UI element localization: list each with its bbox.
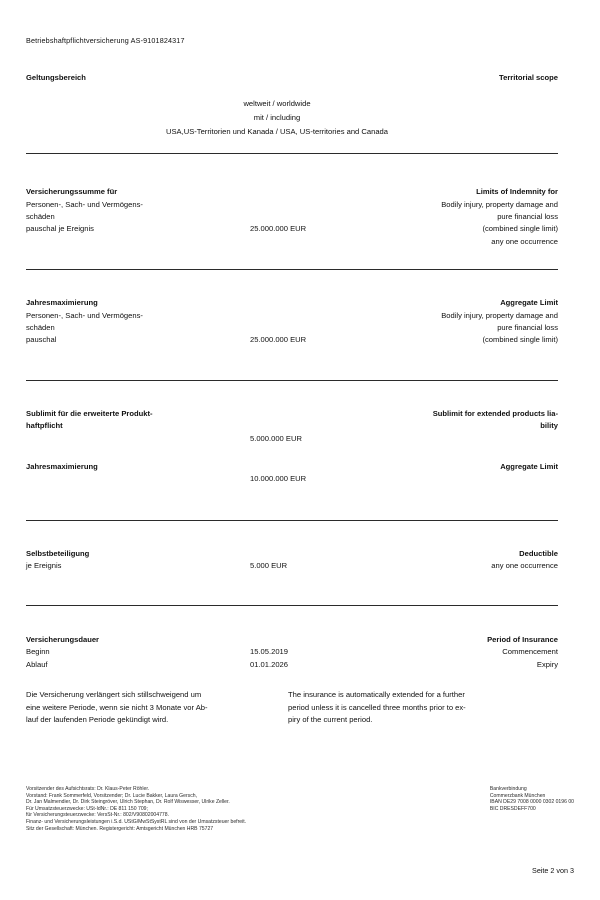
limits-en-line-4: (combined single limit): [482, 224, 558, 234]
period-begin-label-en: Commencement: [502, 647, 558, 657]
period-end-label-en: Expiry: [536, 659, 558, 669]
sublimit-label-de-line-1: Sublimit für die erweiterte Produkt-: [26, 408, 153, 418]
limits-amount: 25.000.000 EUR: [250, 224, 307, 234]
footer-left-line-2: Vorstand: Frank Sommerfeld, Vorsitzender; Dr. Lucie Bakker, Laura Gersch,: [26, 792, 197, 799]
aggregate-row-3: [26, 322, 558, 334]
aggregate-en-line-3: pure financial loss: [497, 323, 558, 333]
document-header: Betriebshaftpflichtversicherung AS-9101824317: [26, 36, 185, 45]
divider-after-sublimit: [26, 520, 558, 521]
aggregate-label-de: Jahresmaximierung: [26, 298, 98, 308]
footer-right-line-2: Commerzbank München: [489, 792, 546, 799]
footer-bank-details: [490, 786, 574, 812]
aggregate-amount: 25.000.000 EUR: [250, 335, 307, 345]
footer-left-line-7: Sitz der Gesellschaft: München. Registergericht: Amtsgericht München HRB 75727: [26, 825, 214, 832]
sublimit-label-en-line-1: Sublimit for extended products lia-: [432, 408, 558, 418]
deductible-row-1: [26, 548, 558, 560]
deductible-label-en: Deductible: [519, 548, 558, 558]
sublimit-aggregate-label-en: Aggregate Limit: [500, 462, 558, 472]
period-label-en: Period of Insurance: [487, 634, 558, 644]
sublimit-aggregate-row-1: [26, 461, 558, 473]
sublimit-row-1: [26, 408, 558, 420]
period-note-en: [288, 689, 558, 727]
aggregate-row-2: [26, 310, 558, 322]
divider-after-scope: [26, 153, 558, 154]
footer-company-details: [26, 786, 326, 832]
sublimit-aggregate-row-2: [26, 473, 558, 485]
deductible-amount: 5.000 EUR: [250, 561, 288, 571]
scope-heading-row: [26, 72, 558, 84]
page-number: Seite 2 von 3: [532, 866, 574, 875]
sublimit-row-2: [26, 420, 558, 432]
aggregate-de-line-3: schäden: [26, 323, 55, 333]
limits-en-line-5: any one occurrence: [491, 236, 558, 246]
aggregate-row-4: [26, 334, 558, 346]
limits-row-4: [26, 223, 558, 235]
aggregate-row-1: [26, 297, 558, 309]
aggregate-label-en: Aggregate Limit: [500, 298, 558, 308]
period-note-en-line-1: The insurance is automatically extended for a further: [288, 689, 465, 699]
section-sublimit: [26, 408, 558, 521]
section-period-of-insurance: [26, 634, 558, 727]
period-begin-date: 15.05.2019: [250, 647, 289, 657]
footer-right-line-3: IBAN DE29 7008 0000 0302 0196 00: [489, 799, 574, 806]
deductible-en-line-2: any one occurrence: [491, 561, 558, 571]
period-end-date: 01.01.2026: [250, 659, 289, 669]
limits-label-de: Versicherungssumme für: [26, 187, 118, 197]
period-begin-label-de: Beginn: [26, 647, 50, 657]
period-row-begin: [26, 646, 558, 658]
aggregate-de-line-2: Personen-, Sach- und Vermögens-: [26, 310, 143, 320]
footer-right-line-4: BIC DRESDEFF700: [489, 805, 536, 812]
aggregate-en-line-2: Bodily injury, property damage and: [441, 310, 558, 320]
scope-line-2: mit / including: [253, 113, 301, 122]
scope-line-1: weltweit / worldwide: [243, 99, 311, 109]
period-note-en-line-2: period unless it is cancelled three months prior to ex-: [288, 702, 466, 712]
divider-after-deductible: [26, 605, 558, 606]
limits-label-en: Limits of Indemnity for: [476, 187, 558, 197]
period-note-de-line-2: eine weitere Periode, wenn sie nicht 3 Monate vor Ab-: [26, 702, 208, 712]
scope-line-3: USA,US-Territorien und Kanada / USA, US-territories and Canada: [165, 126, 388, 136]
footer-left-line-4: Für Umsatzsteuerzwecke: USt-IdNr.: DE 811 150 709;: [26, 805, 148, 812]
limits-row-2: [26, 199, 558, 211]
footer-left-line-1: Vorsitzender des Aufsichtsrats: Dr. Klaus-Peter Röhler.: [26, 786, 150, 792]
deductible-row-2: [26, 560, 558, 572]
period-row-end: [26, 659, 558, 671]
sublimit-amount: 5.000.000 EUR: [250, 433, 302, 443]
divider-after-aggregate: [26, 380, 558, 381]
footer-left-line-3: Dr. Jan Malmendier, Dr. Dirk Steingröver, Ulrich Stephan, Dr. Rolf Wiswesser, Ulrike Zeller.: [26, 799, 230, 806]
section-limits-of-indemnity: [26, 186, 558, 270]
period-note-de-line-1: Die Versicherung verlängert sich stillschweigend um: [26, 689, 202, 699]
section-territorial-scope: [26, 72, 558, 154]
limits-de-line-2: Personen-, Sach- und Vermögens-: [26, 199, 143, 209]
footer-right-line-1: Bankverbindung: [489, 786, 527, 792]
limits-row-5: [26, 236, 558, 248]
deductible-label-de: Selbstbeteiligung: [26, 548, 90, 558]
sublimit-label-en-line-2: bility: [540, 421, 558, 431]
limits-de-line-4: pauschal je Ereignis: [26, 224, 94, 234]
limits-en-line-3: pure financial loss: [497, 212, 558, 221]
period-end-label-de: Ablauf: [26, 659, 48, 669]
period-label-de: Versicherungsdauer: [26, 634, 100, 644]
period-note-de: [26, 689, 288, 727]
sublimit-aggregate-amount: 10.000.000 EUR: [250, 474, 307, 484]
scope-label-en: Territorial scope: [499, 73, 558, 82]
period-row-1: [26, 634, 558, 646]
limits-row-3: [26, 211, 558, 223]
divider-after-limits: [26, 269, 558, 270]
document-body: [26, 0, 558, 727]
limits-de-line-3: schäden: [26, 212, 55, 221]
period-renewal-note: [26, 689, 558, 727]
aggregate-de-line-4: pauschal: [26, 335, 57, 345]
page-footer: [26, 786, 574, 832]
deductible-de-line-2: je Ereignis: [26, 561, 62, 571]
scope-values: [26, 97, 558, 138]
aggregate-en-line-4: (combined single limit): [482, 335, 558, 345]
sublimit-row-3: [26, 433, 558, 445]
footer-left-line-5: für Versicherungsteuerzwecke: VersSt-Nr.: 802/V90802004778.: [26, 812, 169, 819]
limits-en-line-2: Bodily injury, property damage and: [441, 199, 558, 209]
period-note-de-line-3: lauf der laufenden Periode gekündigt wird.: [26, 715, 169, 725]
sublimit-label-de-line-2: haftpflicht: [26, 421, 63, 431]
period-note-en-line-3: piry of the current period.: [288, 715, 373, 725]
sublimit-aggregate-label-de: Jahresmaximierung: [26, 462, 98, 472]
section-aggregate-limit: [26, 297, 558, 381]
footer-left-line-6: Finanz- und Versicherungsleistungen i.S.d. UStG/MwStSystRL sind von der Umsatzsteuer befreit.: [26, 818, 247, 825]
scope-label-de: Geltungsbereich: [26, 73, 86, 82]
section-deductible: [26, 548, 558, 606]
limits-row-1: [26, 186, 558, 198]
